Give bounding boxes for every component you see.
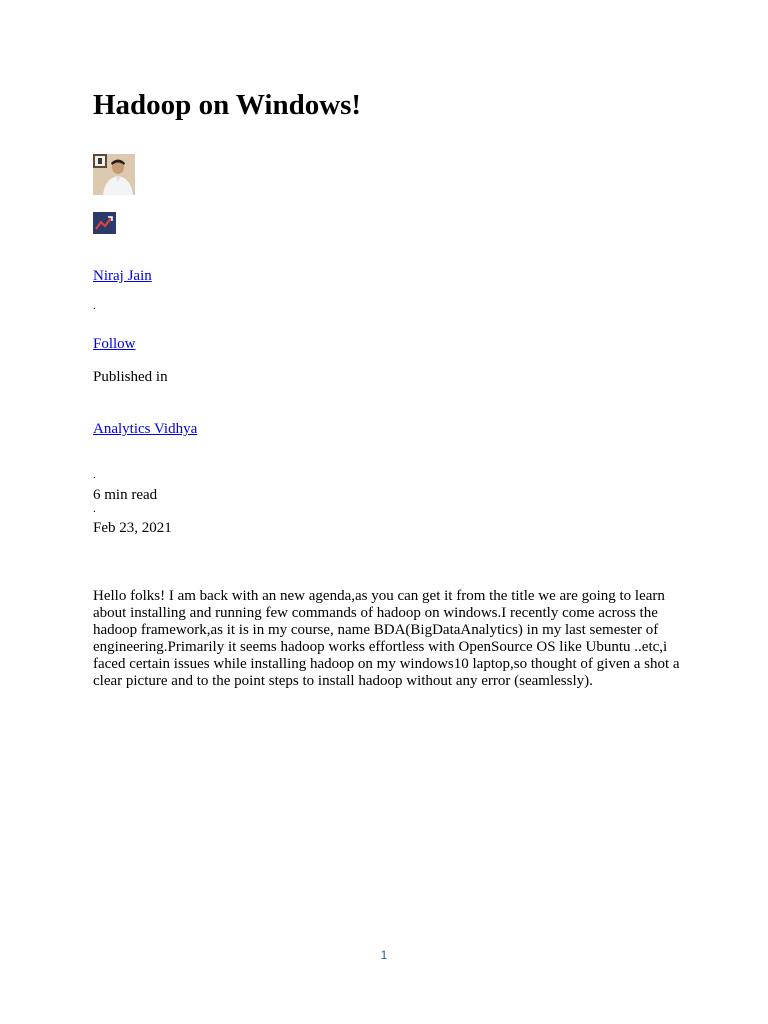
author-avatar-image — [93, 154, 135, 195]
separator-dot: . — [93, 469, 96, 481]
published-in-label: Published in — [93, 369, 168, 385]
publish-date: Feb 23, 2021 — [93, 520, 172, 536]
page-number: 1 — [380, 948, 388, 962]
trend-chart-icon — [93, 212, 116, 234]
author-name-link[interactable]: Niraj Jain — [93, 268, 152, 284]
follow-link[interactable]: Follow — [93, 336, 136, 352]
read-time: 6 min read — [93, 487, 158, 503]
article-title: Hadoop on Windows! — [93, 89, 362, 121]
analytics-vidhya-logo-icon[interactable] — [93, 212, 116, 234]
article-body-paragraph: Hello folks! I am back with an new agenda,as you can get it from the title we are going to learn about installing and running few commands of hadoop on windows.I recently come across the hadoop framework,as it is in my course, name BDA(BigDataAnalytics) in my last semester of engineering.Primarily it seems hadoop works effortless with OpenSource OS like Ubuntu ..etc,i faced certain issues while installing hadoop on my windows10 laptop,so thought of given a shot a clear picture and to the point steps to install hadoop without any error (seamlessly). — [93, 588, 680, 689]
publication-name-link[interactable]: Analytics Vidhya — [93, 421, 198, 437]
separator-dot: . — [93, 503, 96, 515]
separator-dot: . — [93, 300, 96, 312]
author-avatar[interactable] — [93, 154, 135, 195]
